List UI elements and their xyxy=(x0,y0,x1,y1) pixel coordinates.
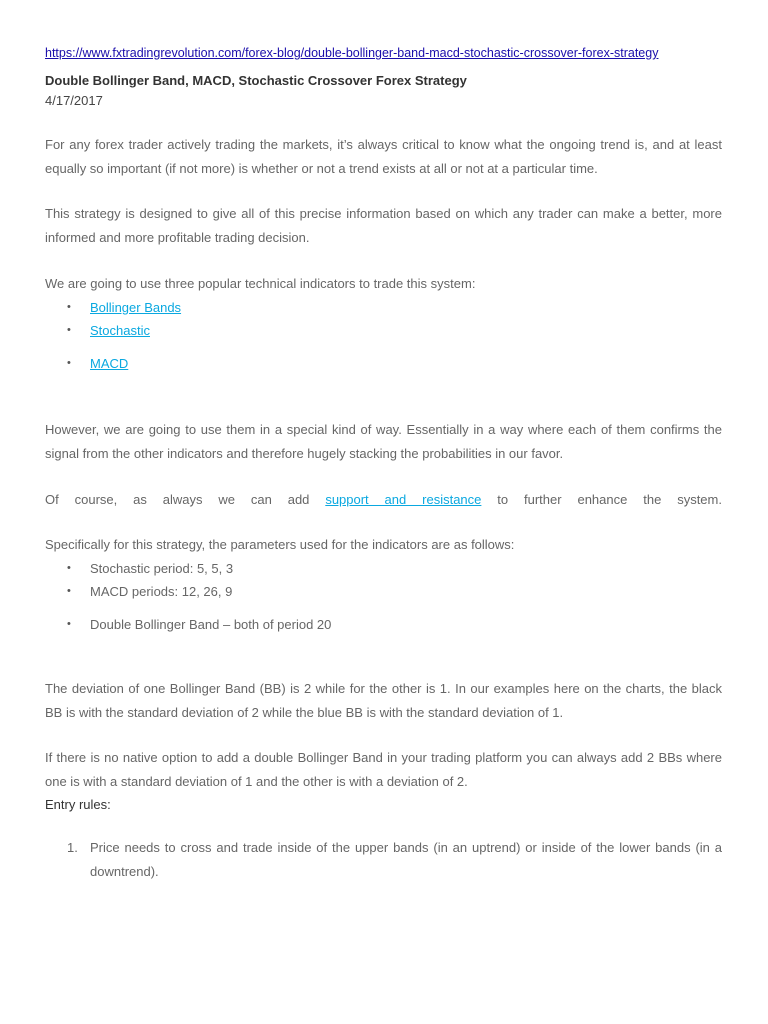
paragraph-strategy: This strategy is designed to give all of this precise information based on which any trader can make a better, more informed and more profitable trading decision. xyxy=(45,206,722,245)
sr-text-after: to further enhance the system. xyxy=(481,492,722,507)
article-date: 4/17/2017 xyxy=(45,93,103,108)
list-item: • Stochastic period: 5, 5, 3 xyxy=(45,557,722,580)
indicator-list xyxy=(45,296,722,375)
parameter-list xyxy=(45,557,722,636)
macd-link[interactable]: MACD xyxy=(90,356,129,371)
list-item xyxy=(45,836,722,884)
paragraph-params-intro: Specifically for this strategy, the parameters used for the indicators are as follows: xyxy=(45,537,515,552)
entry-rules-heading: Entry rules: xyxy=(45,797,111,812)
list-item-text: Price needs to cross and trade inside of the upper bands (in an uptrend) or inside of the lower bands (in a downtrend). xyxy=(90,840,722,879)
paragraph-special-way: However, we are going to use them in a special kind of way. Essentially in a way where each of them confirms the signal from the other indicators and therefore hugely stacking the probabilities in our favor. xyxy=(45,422,722,461)
document-page xyxy=(45,45,722,884)
paragraph-indicators-intro: We are going to use three popular technical indicators to trade this system: xyxy=(45,276,476,291)
paragraph-support-resistance xyxy=(45,488,722,512)
source-url-link[interactable]: https://www.fxtradingrevolution.com/forex-blog/double-bollinger-band-macd-stochastic-crossover-forex-strategy xyxy=(45,46,659,60)
source-url-line xyxy=(45,45,722,62)
list-item: • Double Bollinger Band – both of period 20 xyxy=(45,613,722,636)
article-title: Double Bollinger Band, MACD, Stochastic Crossover Forex Strategy xyxy=(45,73,467,88)
entry-rules-list xyxy=(45,836,722,884)
paragraph-intro: For any forex trader actively trading the markets, it’s always critical to know what the ongoing trend is, and at least equally so important (if not more) is whether or not a trend exists at all or not at a particular time. xyxy=(45,137,722,176)
list-number: 1. xyxy=(67,840,78,855)
stochastic-link[interactable]: Stochastic xyxy=(90,323,150,338)
sr-text-before: Of course, as always we can add xyxy=(45,492,310,507)
list-item xyxy=(45,319,722,342)
list-item: • MACD periods: 12, 26, 9 xyxy=(45,580,722,603)
paragraph-deviation: The deviation of one Bollinger Band (BB) is 2 while for the other is 1. In our examples here on the charts, the black BB is with the standard deviation of 2 while the blue BB is with the standard deviation of 1. xyxy=(45,681,722,720)
bollinger-bands-link[interactable]: Bollinger Bands xyxy=(90,300,182,315)
list-item xyxy=(45,296,722,319)
paragraph-native-option: If there is no native option to add a double Bollinger Band in your trading platform you can always add 2 BBs where one is with a standard deviation of 1 and the other is with a deviation of 2. xyxy=(45,750,722,789)
support-resistance-link[interactable]: support and resistance xyxy=(325,492,482,507)
list-item xyxy=(45,352,722,375)
